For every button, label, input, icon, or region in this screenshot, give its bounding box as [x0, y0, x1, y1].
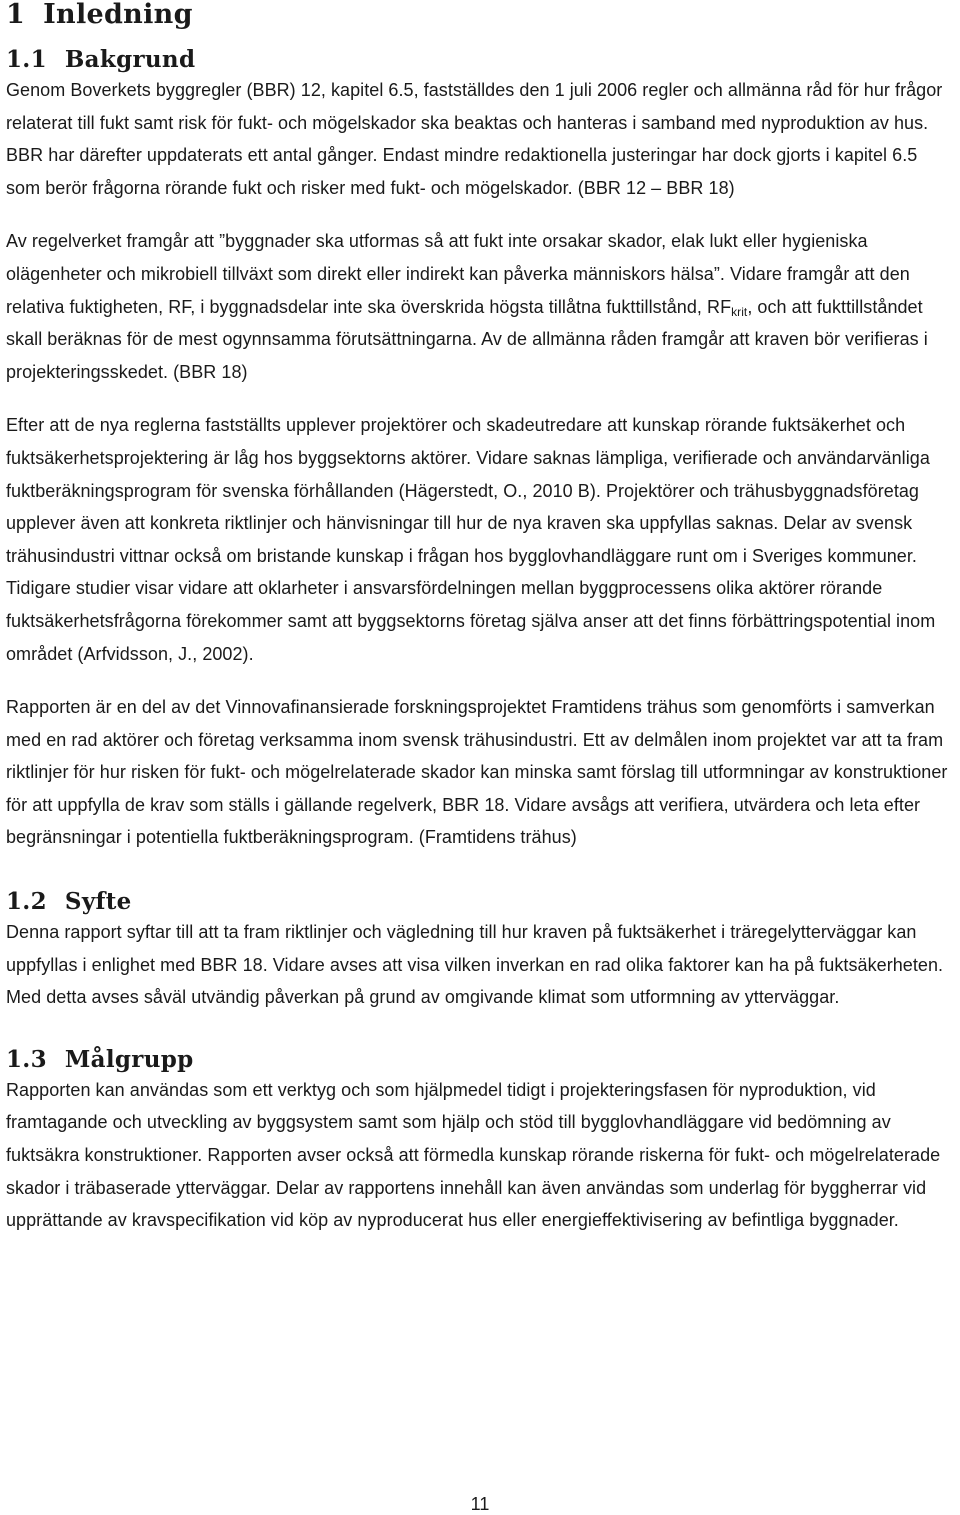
chapter-heading [6, 0, 956, 32]
paragraph-target-group: Rapporten kan användas som ett verktyg och som hjälpmedel tidigt i projekteringsfasen för nyproduktion, vid framtagande och utveckling av byggsystem samt som hjälp och stöd till bygglovhandläggare vid bedömning av fuktsäkra konstruktioner. Rapporten avser också att förmedla kunskap rörande riskerna för fukt- och mögelrelaterade skador i träbaserade ytterväggar. Delar av rapportens innehåll kan även användas som underlag för byggherrar vid upprättande av kravspecifikation vid köp av nyproducerat hus eller energieffektivisering av befintliga byggnader. [6, 1079, 941, 1231]
section-number: 1.1 [6, 46, 47, 73]
paragraph-purpose: Denna rapport syftar till att ta fram riktlinjer och vägledning till hur kraven på fuktsäkerhet i träregelytterväggar kan uppfyllas i enlighet med BBR 18. Vidare avses att visa vilken inverkan en rad olika faktorer kan ha på fuktsäkerheten. Med detta avses såväl utvändig påverkan på grund av omgivande klimat som utformning av ytterväggar. [6, 922, 944, 1008]
section-heading-bakgrund [6, 32, 956, 74]
section-title: Bakgrund [64, 46, 196, 73]
page-number: 11 [470, 1494, 490, 1514]
paragraph-knowledge-gap: Efter att de nya reglerna fastställts upplever projektörer och skadeutredare att kunskap rörande fuktsäkerhet och fuktsäkerhetsprojektering är låg hos byggsektorns aktörer. Vidare saknas lämpliga, verifierade och användarvänliga fuktberäkningsprogram för svenska förhållanden (Hägerstedt, O., 2010 B). Projektörer och trähusbyggnadsföretag upplever även att konkreta riktlinjer och hänvisningar till hur de nya kraven ska uppfyllas saknas. Delar av svensk trähusindustri vittnar också om bristande kunskap i frågan hos bygglovhandläggare runt om i Sveriges kommuner. Tidigare studier visar vidare att oklarheter i ansvarsfördelningen mellan byggprocessens olika aktörer rörande fuktsäkerhetsfrågorna förekommer samt att byggsektorns företag själva anser att det finns förbättringspotential inom området (Arfvidsson, J., 2002). [6, 415, 936, 664]
chapter-number: 1 [6, 0, 26, 30]
section-heading-syfte [6, 854, 956, 916]
paragraph-regulations: Av regelverket framgår att ”byggnader ska utformas så att fukt inte orsakar skador, elak lukt eller hygieniska olägenheter och mikrobiell tillväxt som direkt eller indirekt kan påverka människors hälsa”. Vidare framgår att den relativa fuktigheten, RF, i byggnadsdelar inte ska överskrida högsta tillåtna fukttillstånd, $RF_{krit}$, och att fukttillståndet skall beräknas för de mest ogynnsamma förutsättningarna. Av de allmänna råden framgår att kraven bör verifieras i projekteringsskedet. (BBR 18) [6, 231, 928, 382]
document-page [6, 0, 956, 1237]
section-number: 1.2 [6, 888, 47, 916]
chapter-title: Inledning [43, 0, 193, 30]
subscript-krit: krit [731, 304, 748, 319]
section-heading-malgrupp [6, 1014, 956, 1074]
section-title: Syfte [64, 888, 132, 916]
section-title: Målgrupp [64, 1045, 194, 1073]
paragraph-research-project: Rapporten är en del av det Vinnovafinansierade forskningsprojektet Framtidens trähus som genomförts i samverkan med en rad aktörer och företag verksamma inom svensk trähusindustri. Ett av delmålen inom projektet var att ta fram riktlinjer för hur risken för fukt- och mögelrelaterade skador kan minska samt förslag till utformningar av konstruktioner för att uppfylla de krav som ställs i gällande regelverk, BBR 18. Vidare avsågs att verifiera, utvärdera och leta efter begränsningar i potentiella fuktberäkningsprogram. (Framtidens trähus) [6, 697, 948, 848]
section-number: 1.3 [6, 1045, 47, 1073]
paragraph-background-intro: Genom Boverkets byggregler (BBR) 12, kapitel 6.5, fastställdes den 1 juli 2006 regler och allmänna råd för hur frågor relaterat till fukt samt risk för fukt- och mögelskador ska beaktas och hanteras i samband med nyproduktion av hus. BBR har därefter uppdaterats ett antal gånger. Endast mindre redaktionella justeringar har dock gjorts i kapitel 6.5 som berör frågorna rörande fukt och risker med fukt- och mögelskador. (BBR 12 – BBR 18) [6, 80, 943, 198]
